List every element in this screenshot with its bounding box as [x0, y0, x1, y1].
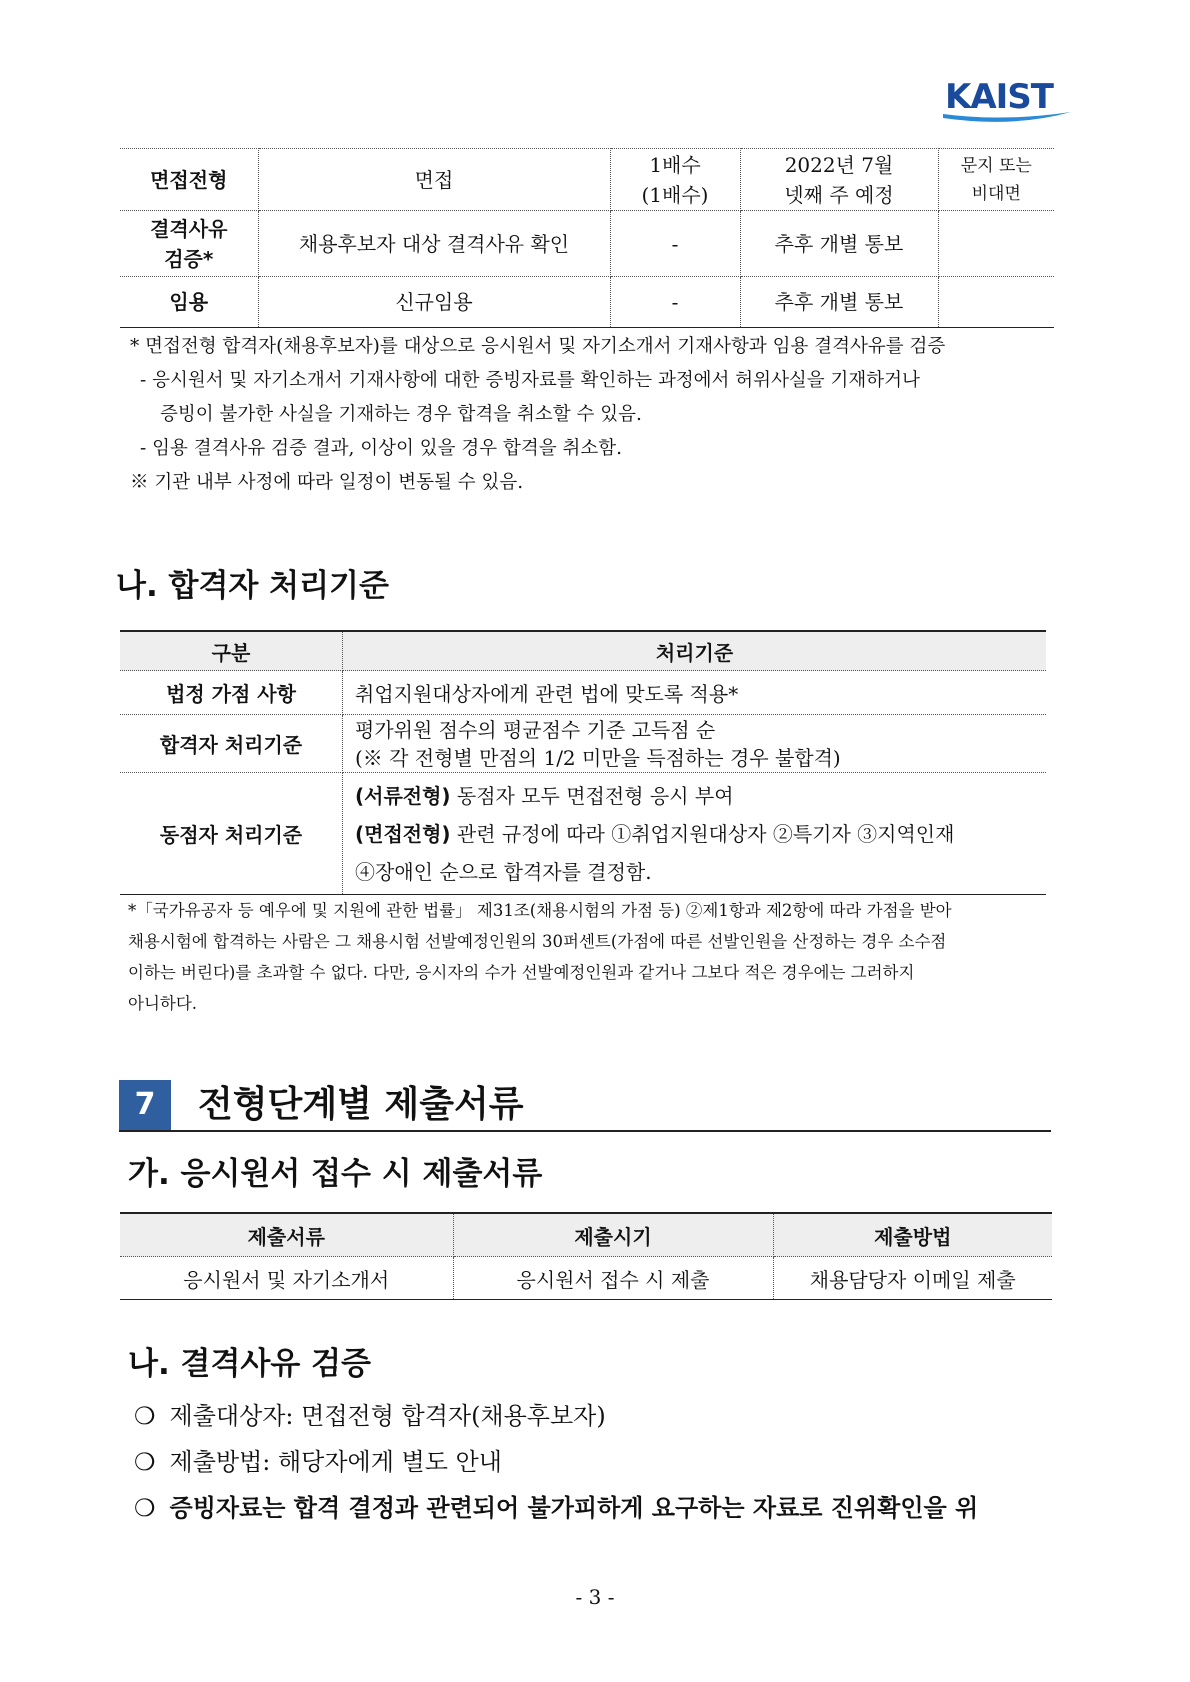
table-row — [120, 773, 1046, 895]
list-item: ❍ 제출대상자: 면접전형 합격자(채용후보자) — [134, 1402, 606, 1430]
footnote-line: 아니하다. — [128, 994, 198, 1013]
note-cell — [938, 277, 1054, 328]
circle-bullet-icon: ❍ — [134, 1448, 156, 1476]
date-cell: 추후 개별 통보 — [740, 277, 938, 328]
note-cell — [938, 211, 1054, 277]
note-cell: 문지 또는 비대면 — [938, 149, 1054, 211]
section-divider — [119, 1130, 1051, 1132]
list-item: ❍ 제출방법: 해당자에게 별도 안내 — [134, 1448, 502, 1476]
column-header: 제출시기 — [453, 1213, 773, 1257]
criteria-text: 평가위원 점수의 평균점수 기준 고득점 순 (※ 각 전형별 만점의 1/2 미만을 득점하는 경우 불합격) — [343, 715, 1047, 773]
table-row — [120, 277, 1054, 328]
table-cell: 응시원서 및 자기소개서 — [120, 1257, 453, 1300]
circle-bullet-icon: ❍ — [134, 1402, 156, 1430]
kaist-logo — [943, 78, 1073, 128]
table-header-row — [120, 631, 1046, 671]
section-heading-pass-criteria: 나. 합격자 처리기준 — [116, 568, 389, 604]
kaist-logo-graphic — [943, 78, 1073, 128]
table-row — [120, 671, 1046, 715]
table-row — [120, 149, 1054, 211]
note-line: * 면접전형 합격자(채용후보자)를 대상으로 응시원서 및 자기소개서 기재사항과 임용 결격사유를 검증 — [130, 336, 946, 357]
circle-bullet-icon: ❍ — [134, 1494, 156, 1522]
column-header: 제출서류 — [120, 1213, 453, 1257]
pass-criteria-table — [120, 630, 1046, 895]
table-row — [120, 1257, 1052, 1300]
table-cell: 응시원서 접수 시 제출 — [453, 1257, 773, 1300]
stage-cell: 임용 — [120, 277, 258, 328]
table-row — [120, 715, 1046, 773]
note-line: 증빙이 불가한 사실을 기재하는 경우 합격을 취소할 수 있음. — [160, 404, 642, 425]
stage-cell: 면접전형 — [120, 149, 258, 211]
footnote-line: *「국가유공자 등 예우에 및 지원에 관한 법률」 제31조(채용시험의 가점 등) ②제1항과 제2항에 따라 가점을 받아 — [128, 901, 952, 920]
date-cell: 추후 개별 통보 — [740, 211, 938, 277]
content-cell: 면접 — [258, 149, 610, 211]
list-item: ❍ 증빙자료는 합격 결정과 관련되어 불가피하게 요구하는 자료로 진위확인을 위 — [134, 1494, 979, 1522]
schedule-table — [120, 148, 1054, 328]
kaist-logo-text: KAIST — [945, 78, 1053, 117]
criteria-label: 합격자 처리기준 — [120, 715, 343, 773]
note-line: - 임용 결격사유 검증 결과, 이상이 있을 경우 합격을 취소함. — [140, 438, 622, 459]
stage-cell: 결격사유 검증* — [120, 211, 258, 277]
ratio-cell: - — [610, 211, 740, 277]
date-cell: 2022년 7월 넷째 주 예정 — [740, 149, 938, 211]
ratio-cell: 1배수 (1배수) — [610, 149, 740, 211]
section-title: 전형단계별 제출서류 — [198, 1084, 524, 1125]
note-line: - 응시원서 및 자기소개서 기재사항에 대한 증빙자료를 확인하는 과정에서 허위사실을 기재하거나 — [140, 370, 920, 391]
column-header: 구분 — [120, 631, 343, 671]
criteria-label: 동점자 처리기준 — [120, 773, 343, 895]
column-header: 제출방법 — [773, 1213, 1052, 1257]
column-header: 처리기준 — [343, 631, 1047, 671]
criteria-label: 법정 가점 사항 — [120, 671, 343, 715]
subsection-heading-disqualification-check: 나. 결격사유 검증 — [128, 1346, 371, 1382]
subsection-heading-application-docs: 가. 응시원서 접수 시 제출서류 — [128, 1156, 543, 1192]
page-number: - 3 - — [575, 1585, 615, 1609]
criteria-text: (서류전형) 동점자 모두 면접전형 응시 부여 (면접전형) 관련 규정에 따라 ①취업지원대상자 ②특기자 ③지역인재 ④장애인 순으로 합격자를 결정함. — [343, 773, 1047, 895]
criteria-text: 취업지원대상자에게 관련 법에 맞도록 적용* — [343, 671, 1047, 715]
footnote-line: 이하는 버린다)를 초과할 수 없다. 다만, 응시자의 수가 선발예정인원과 같거나 그보다 적은 경우에는 그러하지 — [128, 963, 915, 982]
submission-docs-table — [120, 1212, 1052, 1300]
content-cell: 신규임용 — [258, 277, 610, 328]
table-cell: 채용담당자 이메일 제출 — [773, 1257, 1052, 1300]
footnote-line: 채용시험에 합격하는 사람은 그 채용시험 선발예정인원의 30퍼센트(가점에 따른 선발인원을 산정하는 경우 소수점 — [128, 932, 947, 951]
content-cell: 채용후보자 대상 결격사유 확인 — [258, 211, 610, 277]
section-number-badge: 7 — [119, 1080, 171, 1130]
ratio-cell: - — [610, 277, 740, 328]
table-row — [120, 211, 1054, 277]
note-line: ※ 기관 내부 사정에 따라 일정이 변동될 수 있음. — [130, 472, 524, 493]
table-header-row — [120, 1213, 1052, 1257]
